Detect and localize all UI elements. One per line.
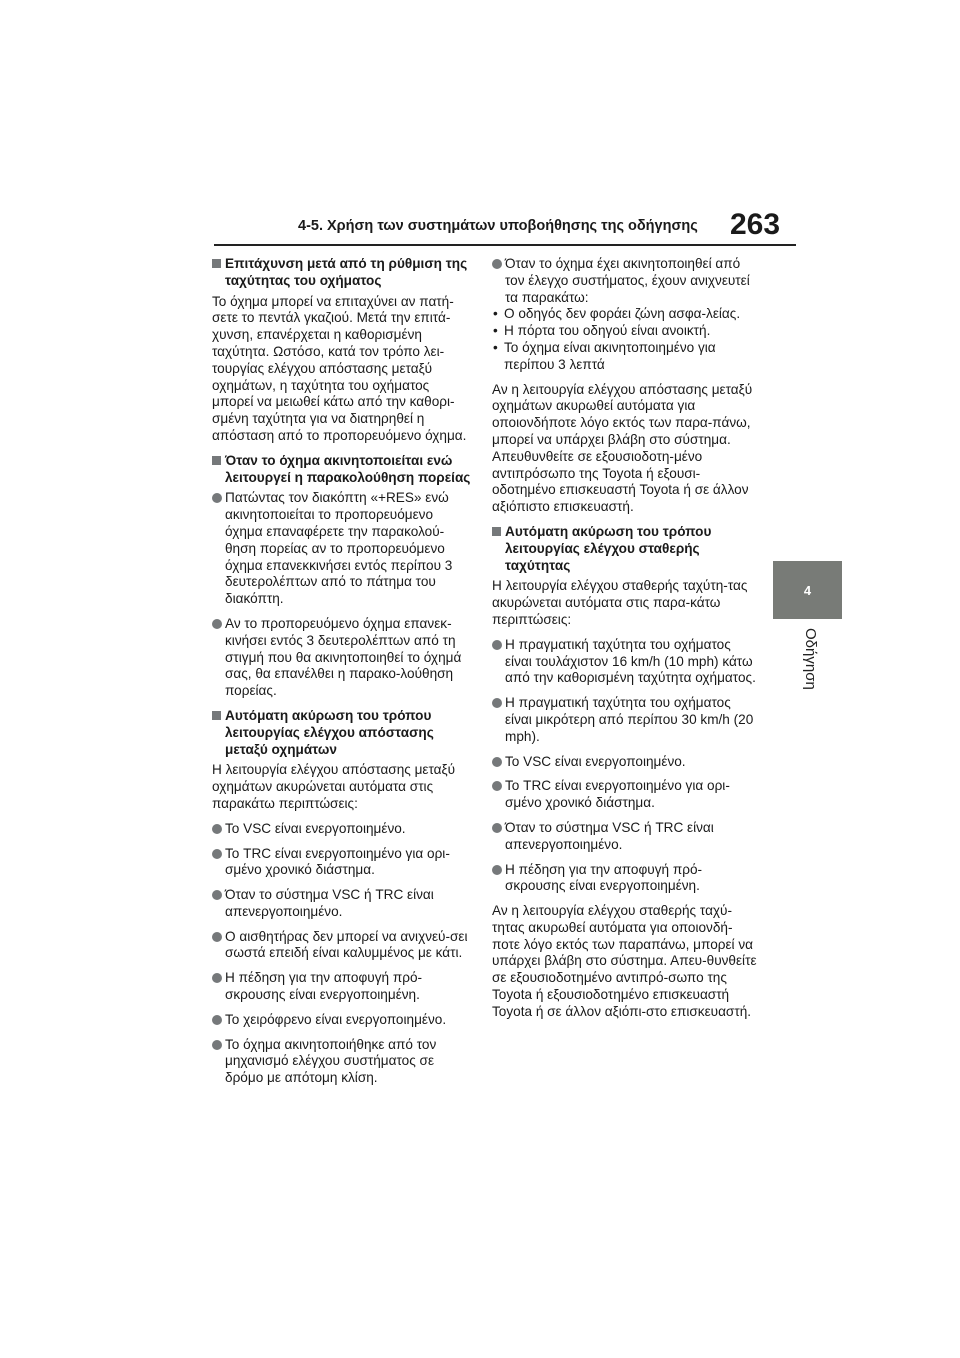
list-item-text: Το TRC είναι ενεργοποιημένο για ορι-σμένο χρονικό διάστημα. xyxy=(505,778,730,811)
list-item-text: Αν το προπορευόμενο όχημα επανεκ-κινήσει εντός 3 δευτερολέπτων από τη στιγμή που θα ακινητοποιηθεί το όχημά σας, θα επανέλθει η παρακο-λούθηση πορείας. xyxy=(225,615,462,699)
small-bullet-icon: • xyxy=(493,306,498,322)
page-number: 263 xyxy=(730,208,781,241)
sub-list-item-text: Το όχημα είναι ακινητοποιημένο για περίπου 3 λεπτά xyxy=(504,339,716,372)
list-item-text: Ο αισθητήρας δεν μπορεί να ανιχνεύ-σει σωστά επειδή είναι καλυμμένος με κάτι. xyxy=(225,928,468,961)
list-item-text: Όταν το σύστημα VSC ή TRC είναι απενεργοποιημένο. xyxy=(505,819,714,852)
list-item xyxy=(492,695,760,745)
list-item-text: Το όχημα ακινητοποιήθηκε από τον μηχανισμό ελέγχου συστήματος σε δρόμο με απότομη κλίση. xyxy=(225,1036,437,1086)
list-item-text: Η πραγματική ταχύτητα του οχήματος είναι μικρότερη από περίπου 30 km/h (20 mph). xyxy=(505,695,754,744)
list-item xyxy=(212,929,474,963)
sub-list xyxy=(492,306,760,373)
list-item xyxy=(212,846,474,880)
square-bullet-icon xyxy=(212,711,221,720)
heading-text: Αυτόματη ακύρωση του τρόπου λειτουργίας ελέγχου απόστασης μεταξύ οχημάτων xyxy=(225,707,434,757)
list-item-text: Το χειρόφρενο είναι ενεργοποιημένο. xyxy=(225,1011,447,1027)
header-divider xyxy=(214,244,796,246)
heading-text: Αυτόματη ακύρωση του τρόπου λειτουργίας ελέγχου σταθερής ταχύτητας xyxy=(505,523,712,573)
page-header-title: 4-5. Χρήση των συστημάτων υποβοήθησης της οδήγησης xyxy=(298,218,698,234)
paragraph: Αν η λειτουργία ελέγχου σταθερής ταχύ-τητας ακυρωθεί αυτόματα για οποιονδή-ποτε λόγο εκτός των παραπάνω, μπορεί να υπάρχει βλάβη στο σύστημα. Απευ-θυνθείτε σε εξουσιοδοτημένο αντιπρό-σωπο της Toyota ή εξουσιοδοτημένο επισκευαστή Toyota ή σε άλλον αξιόπι-στο επισκευαστή. xyxy=(492,903,757,1019)
small-bullet-icon: • xyxy=(493,339,498,355)
square-bullet-icon xyxy=(212,456,221,465)
sub-list-item xyxy=(492,306,760,323)
circle-bullet-icon xyxy=(492,823,502,833)
circle-bullet-icon xyxy=(492,259,502,269)
circle-bullet-icon xyxy=(492,865,502,875)
list-item xyxy=(212,490,474,608)
square-bullet-icon xyxy=(492,527,501,536)
list-item xyxy=(492,820,760,854)
list-item-text: Όταν το σύστημα VSC ή TRC είναι απενεργοποιημένο. xyxy=(225,887,434,919)
section-heading xyxy=(492,524,760,574)
paragraph: Η λειτουργία ελέγχου σταθερής ταχύτη-τας ακυρώνεται αυτόματα στις παρα-κάτω περιπτώσεις: xyxy=(492,578,748,627)
list-item-text: Η πραγματική ταχύτητα του οχήματος είναι τουλάχιστον 16 km/h (10 mph) κάτω από την καθορισμένη ταχύτητα οχήματος. xyxy=(505,636,756,686)
circle-bullet-icon xyxy=(492,781,502,791)
list-item xyxy=(212,970,474,1004)
circle-bullet-icon xyxy=(492,757,502,767)
sub-list-item xyxy=(492,323,760,340)
circle-bullet-icon xyxy=(212,973,222,983)
list-item-text: Το VSC είναι ενεργοποιημένο. xyxy=(225,820,406,836)
list-item xyxy=(492,862,760,896)
small-bullet-icon: • xyxy=(493,323,498,339)
circle-bullet-icon xyxy=(212,1015,222,1025)
list-item-text: Η πέδηση για την αποφυγή πρό-σκρουσης είναι ενεργοποιημένη. xyxy=(225,970,423,1003)
circle-bullet-icon xyxy=(212,932,222,942)
list-item-text: Το VSC είναι ενεργοποιημένο. xyxy=(505,753,686,769)
section-heading xyxy=(212,708,474,758)
list-item xyxy=(212,821,474,838)
list-item-text: Το TRC είναι ενεργοποιημένο για ορι-σμένο χρονικό διάστημα. xyxy=(225,845,450,878)
list-item xyxy=(212,1037,474,1087)
chapter-number: 4 xyxy=(803,582,812,598)
list-item xyxy=(492,637,760,687)
list-item xyxy=(492,754,760,771)
circle-bullet-icon xyxy=(212,824,222,834)
circle-bullet-icon xyxy=(212,493,222,503)
heading-text: Όταν το όχημα ακινητοποιείται ενώ λειτουργεί η παρακολούθηση πορείας xyxy=(225,452,471,485)
circle-bullet-icon xyxy=(212,619,222,629)
list-item-text: Η πέδηση για την αποφυγή πρό-σκρουσης είναι ενεργοποιημένη. xyxy=(505,861,703,894)
paragraph: Η λειτουργία ελέγχου απόστασης μεταξύ οχημάτων ακυρώνεται αυτόματα στις παρακάτω περιπτώσεις: xyxy=(212,762,456,811)
chapter-label: Οδήγηση xyxy=(802,628,819,690)
right-column xyxy=(492,256,760,1029)
chapter-tab xyxy=(773,561,842,619)
sub-list-item xyxy=(492,340,760,374)
list-item-text: Πατώντας τον διακόπτη «+RES» ενώ ακινητοποιείται το προπορευόμενο όχημα επαναφέρετε την παρακολού-θηση πορείας αν το προπορευόμενο όχημα επανεκκινήσει εντός περίπου 3 δευτερολέπτων από το πάτημα του διακόπτη. xyxy=(225,490,453,607)
left-column xyxy=(212,256,474,1095)
square-bullet-icon xyxy=(212,259,221,268)
paragraph: Αν η λειτουργία ελέγχου απόστασης μεταξύ οχημάτων ακυρωθεί αυτόματα για οποιονδήποτε λόγο εκτός των παρα-πάνω, μπορεί να υπάρχει βλάβη στο σύστημα. Απευθυνθείτε σε εξουσιοδοτη-μένο αντιπρόσωπο της Toyota ή εξουσι-οδοτημένο επισκευαστή Toyota ή σε άλλον αξιόπιστο επισκευαστή. xyxy=(492,381,753,515)
list-item xyxy=(492,778,760,812)
heading-text: Επιτάχυνση μετά από τη ρύθμιση της ταχύτητας του οχήματος xyxy=(225,256,468,288)
list-item-text: Όταν το όχημα έχει ακινητοποιηθεί από τον έλεγχο συστήματος, έχουν ανιχνευτεί τα παρακάτω: xyxy=(505,256,750,305)
sub-list-item-text: Ο οδηγός δεν φοράει ζώνη ασφα-λείας. xyxy=(504,306,741,322)
section-heading xyxy=(212,256,474,290)
circle-bullet-icon xyxy=(212,849,222,859)
circle-bullet-icon xyxy=(492,698,502,708)
list-item xyxy=(492,256,760,306)
circle-bullet-icon xyxy=(212,890,222,900)
circle-bullet-icon xyxy=(492,640,502,650)
paragraph: Το όχημα μπορεί να επιταχύνει αν πατή-σετε το πεντάλ γκαζιού. Μετά την επιτά-χυνση, επανέρχεται η καθορισμένη ταχύτητα. Ωστόσο, κατά τον τρόπο λει-τουργίας ελέγχου απόστασης μεταξύ οχημάτων, η ταχύτητα του οχήματος μπορεί να μειωθεί κάτω από την καθορι-σμένη ταχύτητα για να διατηρηθεί η απόσταση από το προπορευόμενο όχημα. xyxy=(212,293,467,443)
sub-list-item-text: Η πόρτα του οδηγού είναι ανοικτή. xyxy=(504,323,711,339)
section-heading xyxy=(212,453,474,487)
list-item xyxy=(212,1012,474,1029)
circle-bullet-icon xyxy=(212,1040,222,1050)
list-item xyxy=(212,616,474,700)
list-item xyxy=(212,887,474,921)
